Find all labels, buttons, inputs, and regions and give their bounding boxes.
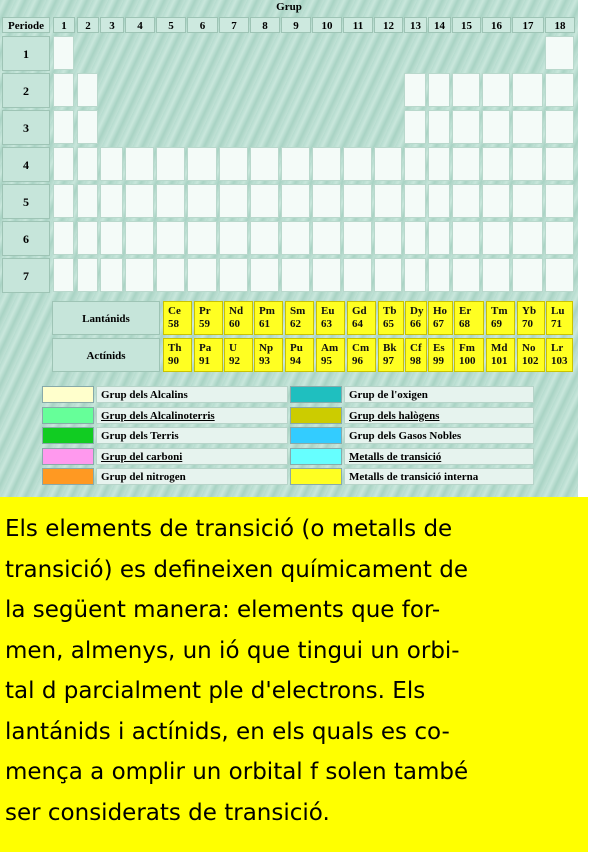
legend-label: Grup dels Alcalinoterris bbox=[96, 407, 288, 424]
element-symbol: Nd bbox=[229, 305, 244, 317]
element-symbol: Yb bbox=[522, 305, 537, 317]
element-symbol: Pm bbox=[259, 305, 275, 317]
element-number: 97 bbox=[383, 355, 394, 367]
element-cell bbox=[281, 258, 310, 292]
element-box bbox=[285, 338, 314, 372]
element-symbol: Pr bbox=[199, 305, 211, 317]
element-number: 101 bbox=[491, 355, 508, 367]
element-number: 99 bbox=[433, 355, 444, 367]
element-number: 67 bbox=[433, 318, 444, 330]
element-cell bbox=[452, 110, 480, 144]
element-cell bbox=[100, 147, 123, 181]
element-symbol: U bbox=[229, 342, 237, 354]
element-box bbox=[428, 338, 453, 372]
element-cell bbox=[77, 73, 98, 107]
element-box bbox=[347, 338, 376, 372]
element-number: 68 bbox=[459, 318, 470, 330]
element-box bbox=[163, 301, 192, 335]
element-number: 98 bbox=[410, 355, 421, 367]
element-cell bbox=[545, 73, 574, 107]
element-cell bbox=[343, 221, 372, 255]
element-symbol: Gd bbox=[352, 305, 367, 317]
legend bbox=[38, 383, 538, 488]
element-box bbox=[254, 338, 283, 372]
element-number: 93 bbox=[259, 355, 270, 367]
element-symbol: No bbox=[522, 342, 536, 354]
element-cell bbox=[452, 73, 480, 107]
legend-swatch bbox=[42, 407, 94, 424]
legend-label: Grup dels Alcalins bbox=[96, 386, 288, 403]
element-cell bbox=[77, 110, 98, 144]
element-cell bbox=[482, 184, 510, 218]
period-number: 2 bbox=[2, 73, 50, 108]
element-cell bbox=[77, 147, 98, 181]
element-cell bbox=[77, 184, 98, 218]
element-cell bbox=[312, 221, 341, 255]
element-symbol: Ce bbox=[168, 305, 181, 317]
series-label: Lantánids bbox=[52, 301, 160, 335]
element-cell bbox=[404, 147, 426, 181]
element-box bbox=[405, 338, 427, 372]
element-number: 90 bbox=[168, 355, 179, 367]
element-cell bbox=[452, 258, 480, 292]
element-cell bbox=[428, 221, 450, 255]
element-box bbox=[224, 338, 253, 372]
element-number: 65 bbox=[383, 318, 394, 330]
element-cell bbox=[125, 147, 154, 181]
element-symbol: Pa bbox=[199, 342, 212, 354]
element-symbol: Tb bbox=[383, 305, 397, 317]
element-cell bbox=[53, 147, 74, 181]
group-number: 12 bbox=[374, 17, 403, 33]
element-cell bbox=[156, 221, 185, 255]
element-cell bbox=[250, 221, 279, 255]
element-cell bbox=[545, 258, 574, 292]
group-number: 5 bbox=[156, 17, 186, 33]
element-box bbox=[224, 301, 253, 335]
element-cell bbox=[187, 147, 217, 181]
group-number: 18 bbox=[545, 17, 575, 33]
group-number: 3 bbox=[100, 17, 124, 33]
element-cell bbox=[512, 73, 543, 107]
element-number: 100 bbox=[459, 355, 476, 367]
legend-label: Metalls de transició interna bbox=[344, 468, 534, 485]
element-cell bbox=[512, 184, 543, 218]
element-cell bbox=[156, 147, 185, 181]
element-symbol: Lr bbox=[551, 342, 564, 354]
element-cell bbox=[250, 258, 279, 292]
element-cell bbox=[452, 184, 480, 218]
legend-swatch bbox=[290, 448, 342, 465]
element-cell bbox=[187, 184, 217, 218]
element-cell bbox=[219, 258, 248, 292]
element-cell bbox=[53, 36, 74, 70]
element-cell bbox=[312, 258, 341, 292]
element-cell bbox=[125, 221, 154, 255]
group-number: 17 bbox=[512, 17, 544, 33]
group-number: 14 bbox=[428, 17, 451, 33]
element-symbol: Fm bbox=[459, 342, 475, 354]
group-number: 6 bbox=[187, 17, 218, 33]
element-cell bbox=[404, 258, 426, 292]
element-cell bbox=[512, 147, 543, 181]
legend-swatch bbox=[290, 427, 342, 444]
period-number: 6 bbox=[2, 221, 50, 256]
element-symbol: Cm bbox=[352, 342, 370, 354]
element-cell bbox=[428, 73, 450, 107]
element-number: 94 bbox=[290, 355, 301, 367]
element-cell bbox=[53, 184, 74, 218]
period-number: 5 bbox=[2, 184, 50, 219]
element-cell bbox=[219, 184, 248, 218]
element-cell bbox=[482, 110, 510, 144]
element-box bbox=[454, 338, 484, 372]
element-cell bbox=[428, 184, 450, 218]
element-number: 71 bbox=[551, 318, 562, 330]
element-number: 91 bbox=[199, 355, 210, 367]
element-number: 63 bbox=[321, 318, 332, 330]
description-text: Els elements de transició (o metalls de transició) es defineixen químicament de la següent manera: elements que for- men, almenys, un ió que tingui un orbi- tal d parcialment ple d'electrons. Els lantánids i actínids, en els quals es co- mença a omplir un orbital f solen també ser considerats de transició. bbox=[5, 516, 469, 826]
element-cell bbox=[404, 221, 426, 255]
element-box bbox=[347, 301, 376, 335]
element-cell bbox=[374, 258, 402, 292]
element-cell bbox=[545, 221, 574, 255]
legend-label: Grup dels halògens bbox=[344, 407, 534, 424]
element-cell bbox=[53, 258, 74, 292]
group-number: 2 bbox=[77, 17, 99, 33]
legend-label: Grup dels Gasos Nobles bbox=[344, 427, 534, 444]
element-number: 66 bbox=[410, 318, 421, 330]
element-symbol: Th bbox=[168, 342, 182, 354]
element-cell bbox=[312, 184, 341, 218]
element-cell bbox=[100, 258, 123, 292]
element-cell bbox=[545, 110, 574, 144]
legend-label: Grup del nitrogen bbox=[96, 468, 288, 485]
element-number: 58 bbox=[168, 318, 179, 330]
element-cell bbox=[512, 110, 543, 144]
element-box bbox=[454, 301, 484, 335]
element-box bbox=[517, 301, 545, 335]
legend-label: Grup de l'oxigen bbox=[344, 386, 534, 403]
element-symbol: Ho bbox=[433, 305, 448, 317]
element-symbol: Sm bbox=[290, 305, 306, 317]
element-box bbox=[378, 338, 404, 372]
element-cell bbox=[374, 147, 402, 181]
group-number: 15 bbox=[452, 17, 481, 33]
element-cell bbox=[219, 147, 248, 181]
group-number: 8 bbox=[250, 17, 280, 33]
element-cell bbox=[482, 221, 510, 255]
element-cell bbox=[281, 147, 310, 181]
element-number: 95 bbox=[321, 355, 332, 367]
period-number: 7 bbox=[2, 258, 50, 293]
period-number: 3 bbox=[2, 110, 50, 145]
element-box bbox=[546, 338, 573, 372]
group-number: 1 bbox=[53, 17, 75, 33]
element-number: 62 bbox=[290, 318, 301, 330]
element-symbol: Bk bbox=[383, 342, 397, 354]
legend-label: Grup dels Terris bbox=[96, 427, 288, 444]
element-number: 92 bbox=[229, 355, 240, 367]
legend-swatch bbox=[290, 386, 342, 403]
element-box bbox=[194, 301, 223, 335]
element-symbol: Pu bbox=[290, 342, 303, 354]
legend-label: Grup del carboni bbox=[96, 448, 288, 465]
legend-swatch bbox=[42, 448, 94, 465]
element-symbol: Er bbox=[459, 305, 472, 317]
element-cell bbox=[281, 221, 310, 255]
element-cell bbox=[77, 258, 98, 292]
element-number: 70 bbox=[522, 318, 533, 330]
element-number: 102 bbox=[522, 355, 539, 367]
group-number: 10 bbox=[312, 17, 342, 33]
element-cell bbox=[404, 110, 426, 144]
group-axis-title: Grup bbox=[276, 1, 302, 13]
element-symbol: Cf bbox=[410, 342, 422, 354]
element-symbol: Tm bbox=[491, 305, 508, 317]
element-cell bbox=[187, 221, 217, 255]
element-number: 96 bbox=[352, 355, 363, 367]
legend-swatch bbox=[42, 386, 94, 403]
element-box bbox=[428, 301, 453, 335]
element-box bbox=[194, 338, 223, 372]
element-cell bbox=[53, 221, 74, 255]
group-number: 16 bbox=[482, 17, 511, 33]
period-axis-title: Periode bbox=[2, 17, 50, 33]
element-cell bbox=[512, 258, 543, 292]
element-number: 103 bbox=[551, 355, 568, 367]
element-cell bbox=[343, 147, 372, 181]
element-cell bbox=[100, 184, 123, 218]
element-symbol: Md bbox=[491, 342, 508, 354]
element-cell bbox=[53, 73, 74, 107]
element-symbol: Np bbox=[259, 342, 274, 354]
legend-swatch bbox=[42, 468, 94, 485]
element-symbol: Es bbox=[433, 342, 445, 354]
element-cell bbox=[312, 147, 341, 181]
description-panel bbox=[0, 497, 588, 852]
element-cell bbox=[545, 147, 574, 181]
element-cell bbox=[125, 258, 154, 292]
element-cell bbox=[482, 73, 510, 107]
element-cell bbox=[281, 184, 310, 218]
element-cell bbox=[404, 184, 426, 218]
element-box bbox=[486, 338, 515, 372]
element-number: 60 bbox=[229, 318, 240, 330]
element-box bbox=[163, 338, 192, 372]
legend-swatch bbox=[290, 468, 342, 485]
element-cell bbox=[404, 73, 426, 107]
element-number: 69 bbox=[491, 318, 502, 330]
legend-swatch bbox=[42, 427, 94, 444]
element-cell bbox=[77, 221, 98, 255]
element-cell bbox=[482, 258, 510, 292]
element-cell bbox=[452, 221, 480, 255]
element-cell bbox=[250, 147, 279, 181]
element-cell bbox=[374, 184, 402, 218]
element-number: 61 bbox=[259, 318, 270, 330]
element-cell bbox=[125, 184, 154, 218]
element-cell bbox=[428, 110, 450, 144]
group-number: 7 bbox=[219, 17, 249, 33]
element-box bbox=[378, 301, 404, 335]
element-box bbox=[405, 301, 427, 335]
element-box bbox=[285, 301, 314, 335]
element-cell bbox=[156, 184, 185, 218]
element-cell bbox=[219, 221, 248, 255]
period-number: 1 bbox=[2, 36, 50, 71]
group-number: 13 bbox=[404, 17, 427, 33]
element-cell bbox=[428, 258, 450, 292]
element-cell bbox=[100, 221, 123, 255]
element-symbol: Lu bbox=[551, 305, 565, 317]
element-cell bbox=[545, 184, 574, 218]
legend-label: Metalls de transició bbox=[344, 448, 534, 465]
element-box bbox=[546, 301, 573, 335]
element-number: 59 bbox=[199, 318, 210, 330]
group-number: 9 bbox=[281, 17, 311, 33]
element-cell bbox=[187, 258, 217, 292]
element-box bbox=[316, 301, 345, 335]
group-number: 4 bbox=[125, 17, 155, 33]
element-cell bbox=[156, 258, 185, 292]
element-cell bbox=[482, 147, 510, 181]
period-number: 4 bbox=[2, 147, 50, 182]
element-box bbox=[254, 301, 283, 335]
element-cell bbox=[374, 221, 402, 255]
element-cell bbox=[512, 221, 543, 255]
element-cell bbox=[343, 184, 372, 218]
group-number: 11 bbox=[343, 17, 373, 33]
element-cell bbox=[250, 184, 279, 218]
element-number: 64 bbox=[352, 318, 363, 330]
element-symbol: Dy bbox=[410, 305, 424, 317]
element-symbol: Eu bbox=[321, 305, 335, 317]
series-label: Actínids bbox=[52, 338, 160, 372]
element-box bbox=[316, 338, 345, 372]
element-cell bbox=[428, 147, 450, 181]
legend-swatch bbox=[290, 407, 342, 424]
element-symbol: Am bbox=[321, 342, 339, 354]
element-cell bbox=[343, 258, 372, 292]
element-box bbox=[517, 338, 545, 372]
element-cell bbox=[53, 110, 74, 144]
element-box bbox=[486, 301, 515, 335]
element-cell bbox=[545, 36, 574, 70]
element-cell bbox=[452, 147, 480, 181]
